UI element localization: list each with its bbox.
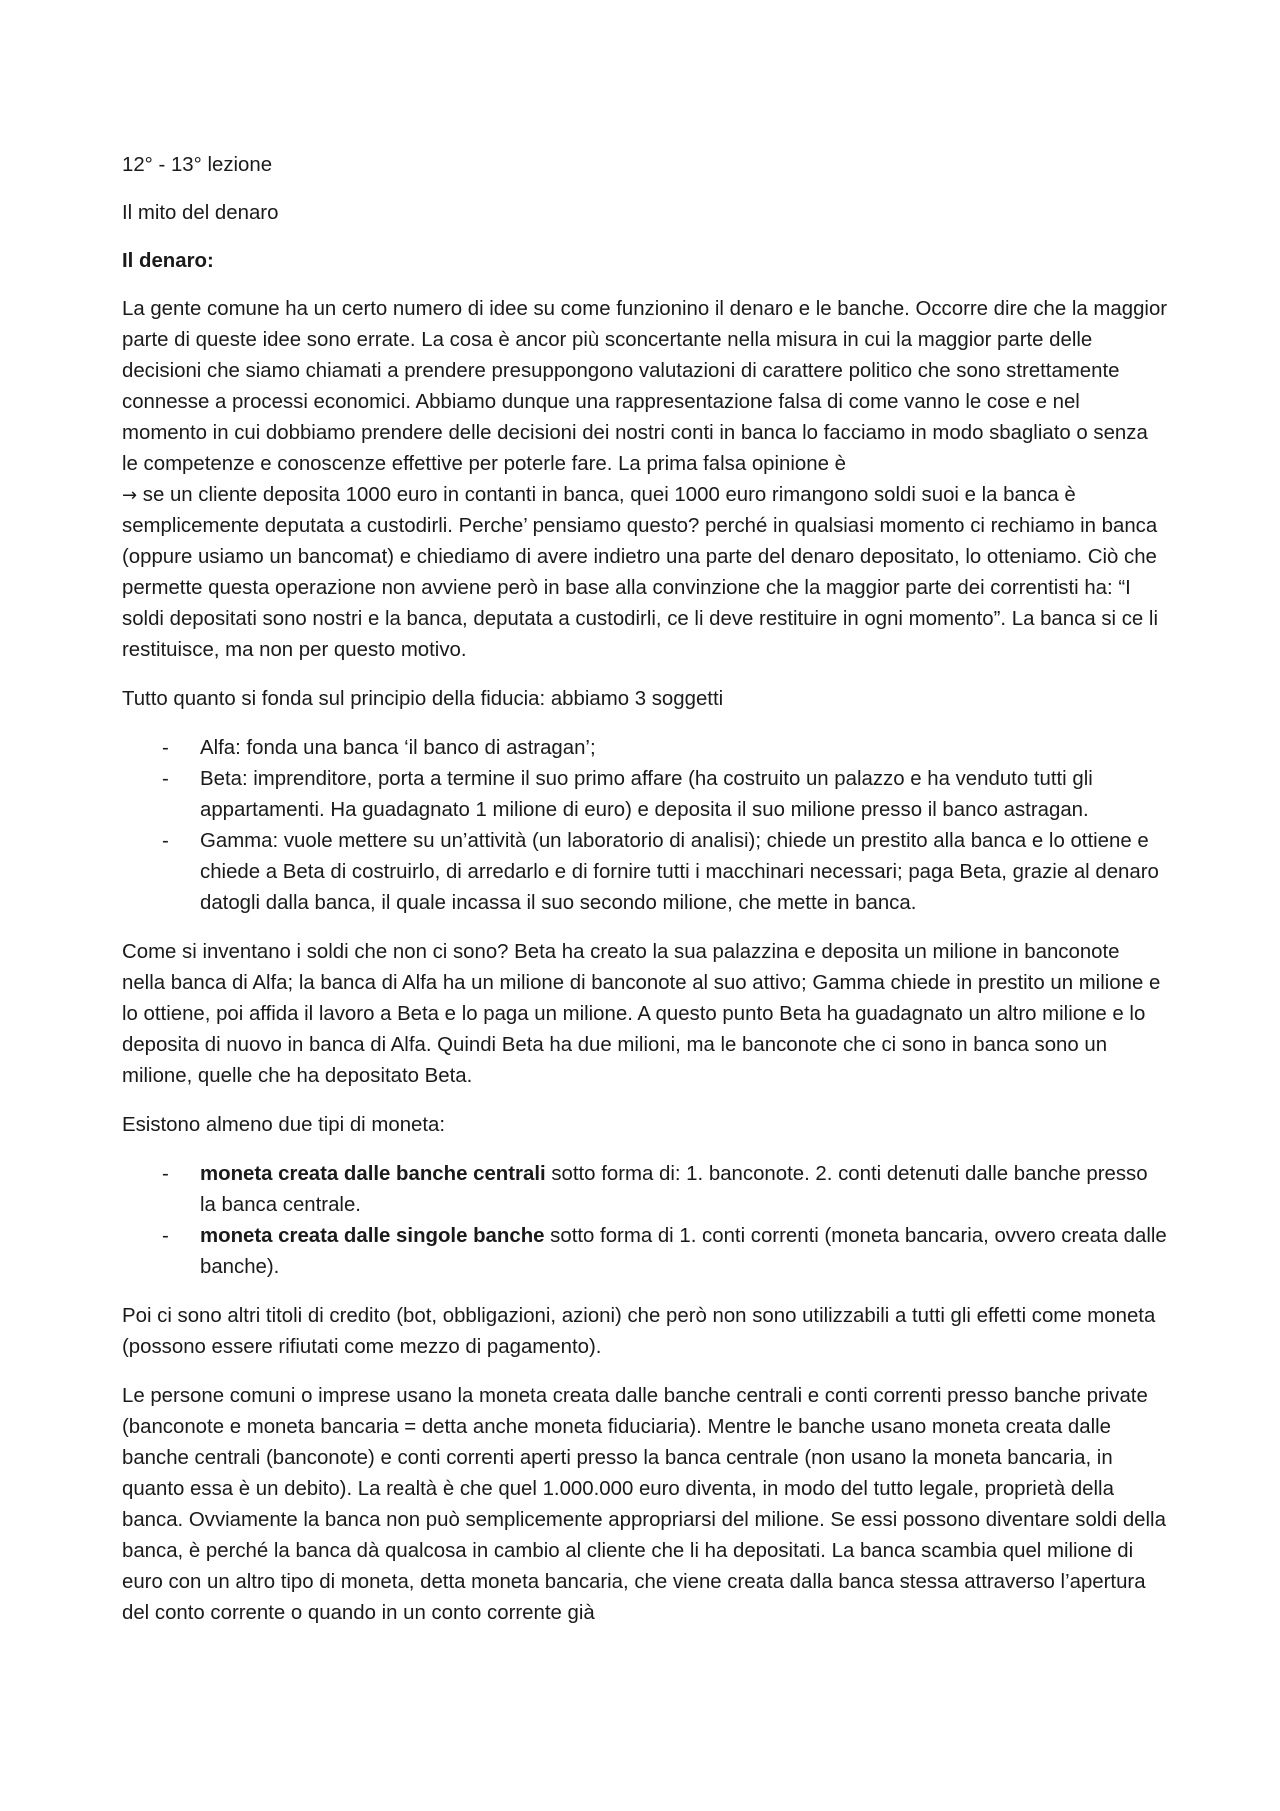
list-item: - Alfa: fonda una banca ‘il banco di astragan’;	[162, 737, 596, 759]
lesson-number: 12° - 13° lezione	[122, 154, 273, 176]
list-item: - moneta creata dalle banche centrali sotto forma di: 1. banconote. 2. conti detenuti dalle banche presso la banca centrale.	[162, 1163, 1148, 1216]
list-item: - Gamma: vuole mettere su un’attività (un laboratorio di analisi); chiede un prestito alla banca e lo ottiene e chiede a Beta di costruirlo, di arredarlo e di fornire tutti i macchinari necessari; paga Beta, grazie al denaro datogli dalla banca, il quale incassa il suo secondo milione, che mette in banca.	[162, 830, 1159, 914]
paragraph-bank-money: Le persone comuni o imprese usano la moneta creata dalle banche centrali e conti correnti presso banche private (banconote e moneta bancaria = detta anche moneta fiduciaria). Mentre le banche usano moneta creata dalle banche centrali (banconote) e conti correnti aperti presso la banca centrale (non usano la moneta bancaria, in quanto essa è un debito). La realtà è che quel 1.000.000 euro diventa, in modo del tutto legale, proprietà della banca. Ovviamente la banca non può semplicemente appropriarsi del milione. Se essi possono diventare soldi della banca, è perché la banca dà qualcosa in cambio al cliente che li ha depositati. La banca scambia quel milione di euro con un altro tipo di moneta, detta moneta bancaria, che viene creata dalla banca stessa attraverso l’apertura del conto corrente o quando in un conto corrente già	[122, 1385, 1166, 1624]
list-item: - moneta creata dalle singole banche sotto forma di 1. conti correnti (moneta bancaria, ovvero creata dalle banche).	[162, 1225, 1167, 1278]
paragraph-trust: Tutto quanto si fonda sul principio della fiducia: abbiamo 3 soggetti	[122, 688, 724, 710]
money-types-list	[122, 1159, 1168, 1283]
section-title: Il denaro:	[122, 250, 214, 272]
list-item: - Beta: imprenditore, porta a termine il suo primo affare (ha costruito un palazzo e ha venduto tutti gli appartamenti. Ha guadagnato 1 milione di euro) e deposita il suo milione presso il banco astragan.	[162, 768, 1093, 821]
arrow-right-icon: →	[122, 485, 138, 506]
document-subtitle: Il mito del denaro	[122, 202, 279, 224]
subjects-list	[122, 733, 1168, 919]
paragraph-intro: La gente comune ha un certo numero di idee su come funzionino il denaro e le banche. Occorre dire che la maggior parte di queste idee sono errate. La cosa è ancor più sconcertante nella misura in cui la maggior parte delle decisioni che siamo chiamati a prendere presuppongono valutazioni di carattere politico che sono strettamente connesse a processi economici. Abbiamo dunque una rappresentazione falsa di come vanno le cose e nel momento in cui dobbiamo prendere delle decisioni dei nostri conti in banca lo facciamo in modo sbagliato o senza le competenze e conoscenze effettive per poterle fare. La prima falsa opinione è → se un cliente deposita 1000 euro in contanti in banca, quei 1000 euro rimangono soldi suoi e la banca è semplicemente deputata a custodirli. Perche’ pensiamo questo? perché in qualsiasi momento ci rechiamo in banca (oppure usiamo un bancomat) e chiediamo di avere indietro una parte del denaro depositato, lo otteniamo. Ciò che permette questa operazione non avviene però in base alla convinzione che la maggior parte dei correntisti ha: “I soldi depositati sono nostri e la banca, deputata a custodirli, ce li deve restituire in ogni momento”. La banca si ce li restituisce, ma non per questo motivo.	[122, 298, 1168, 661]
paragraph-credit-titles: Poi ci sono altri titoli di credito (bot, obbligazioni, azioni) che però non sono utilizzabili a tutti gli effetti come moneta (possono essere rifiutati come mezzo di pagamento).	[122, 1305, 1156, 1358]
paragraph-money-types: Esistono almeno due tipi di moneta:	[122, 1114, 446, 1136]
document-page	[122, 150, 1168, 1647]
paragraph-invention: Come si inventano i soldi che non ci sono? Beta ha creato la sua palazzina e deposita un milione in banconote nella banca di Alfa; la banca di Alfa ha un milione di banconote al suo attivo; Gamma chiede in prestito un milione e lo ottiene, poi affida il lavoro a Beta e lo paga un milione. A questo punto Beta ha guadagnato un altro milione e lo deposita di nuovo in banca di Alfa. Quindi Beta ha due milioni, ma le banconote che ci sono in banca sono un milione, quelle che ha depositato Beta.	[122, 941, 1161, 1087]
